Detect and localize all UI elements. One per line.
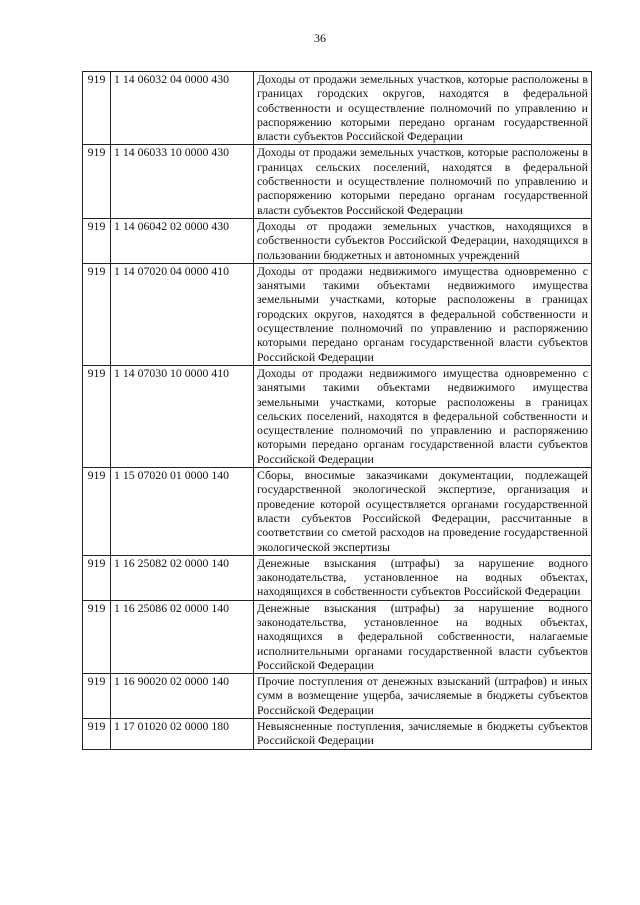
revenue-name-cell: Невыясненные поступления, зачисляемые в бюджеты субъектов Российской Федерации: [254, 719, 592, 750]
budget-code-cell: 1 16 25086 02 0000 140: [111, 600, 254, 673]
page-number: 36: [314, 31, 326, 45]
revenue-name-cell: Прочие поступления от денежных взысканий (штрафов) и иных сумм в возмещение ущерба, зачисляемые в бюджеты субъектов Российской Федерации: [254, 674, 592, 719]
budget-code-cell: 1 16 90020 02 0000 140: [111, 674, 254, 719]
table-row: [83, 555, 592, 600]
admin-code-cell: 919: [83, 365, 111, 467]
revenue-name-cell: Доходы от продажи земельных участков, которые расположены в границах сельских поселений, находятся в федеральной собственности и осуществление полномочий по управлению и распоряжению которыми передано органам государственной власти субъектов Российской Федерации: [254, 145, 592, 218]
budget-code-cell: 1 14 06042 02 0000 430: [111, 218, 254, 263]
table-row: [83, 719, 592, 750]
admin-code-cell: 919: [83, 145, 111, 218]
admin-code-cell: 919: [83, 72, 111, 145]
table-row: [83, 674, 592, 719]
budget-code-cell: 1 15 07020 01 0000 140: [111, 468, 254, 556]
budget-code-cell: 1 14 06033 10 0000 430: [111, 145, 254, 218]
table-row: [83, 600, 592, 673]
admin-code-cell: 919: [83, 555, 111, 600]
revenue-name-cell: Сборы, вносимые заказчиками документации, подлежащей государственной экологической экспертизе, организация и проведение которой осуществляется органами государственной власти субъектов Российской Федерации, рассчитанные в соответствии со сметой расходов на проведение государственной экологической экспертизы: [254, 468, 592, 556]
table-row: [83, 145, 592, 218]
table-row: [83, 468, 592, 556]
revenue-name-cell: Денежные взыскания (штрафы) за нарушение водного законодательства, установленное на водных объектах, находящихся в федеральной собственности, налагаемые исполнительными органами государственной власти субъектов Российской Федерации: [254, 600, 592, 673]
revenue-name-cell: Доходы от продажи земельных участков, которые расположены в границах городских округов, находятся в федеральной собственности и осуществление полномочий по управлению и распоряжению которыми передано органам государственной власти субъектов Российской Федерации: [254, 72, 592, 145]
budget-code-cell: 1 16 25082 02 0000 140: [111, 555, 254, 600]
table-row: [83, 72, 592, 145]
table-row: [83, 365, 592, 467]
admin-code-cell: 919: [83, 600, 111, 673]
table-row: [83, 218, 592, 263]
revenue-codes-table: [82, 71, 592, 750]
budget-code-cell: 1 17 01020 02 0000 180: [111, 719, 254, 750]
revenue-name-cell: Денежные взыскания (штрафы) за нарушение водного законодательства, установленное на водных объектах, находящихся в собственности субъектов Российской Федерации: [254, 555, 592, 600]
admin-code-cell: 919: [83, 719, 111, 750]
budget-code-cell: 1 14 07020 04 0000 410: [111, 263, 254, 365]
revenue-name-cell: Доходы от продажи недвижимого имущества одновременно с занятыми такими объектами недвижимого имущества земельными участками, которые расположены в границах городских округов, находятся в федеральной собственности и осуществление полномочий по управлению и распоряжению которыми передано органам государственной власти субъектов Российской Федерации: [254, 263, 592, 365]
admin-code-cell: 919: [83, 263, 111, 365]
revenue-name-cell: Доходы от продажи недвижимого имущества одновременно с занятыми такими объектами недвижимого имущества земельными участками, которые расположены в границах сельских поселений, находятся в федеральной собственности и осуществление полномочий по управлению и распоряжению которыми передано органам государственной власти субъектов Российской Федерации: [254, 365, 592, 467]
revenue-name-cell: Доходы от продажи земельных участков, находящихся в собственности субъектов Российской Федерации, находящихся в пользовании бюджетных и автономных учреждений: [254, 218, 592, 263]
admin-code-cell: 919: [83, 468, 111, 556]
budget-code-cell: 1 14 06032 04 0000 430: [111, 72, 254, 145]
admin-code-cell: 919: [83, 218, 111, 263]
budget-code-cell: 1 14 07030 10 0000 410: [111, 365, 254, 467]
admin-code-cell: 919: [83, 674, 111, 719]
table-row: [83, 263, 592, 365]
